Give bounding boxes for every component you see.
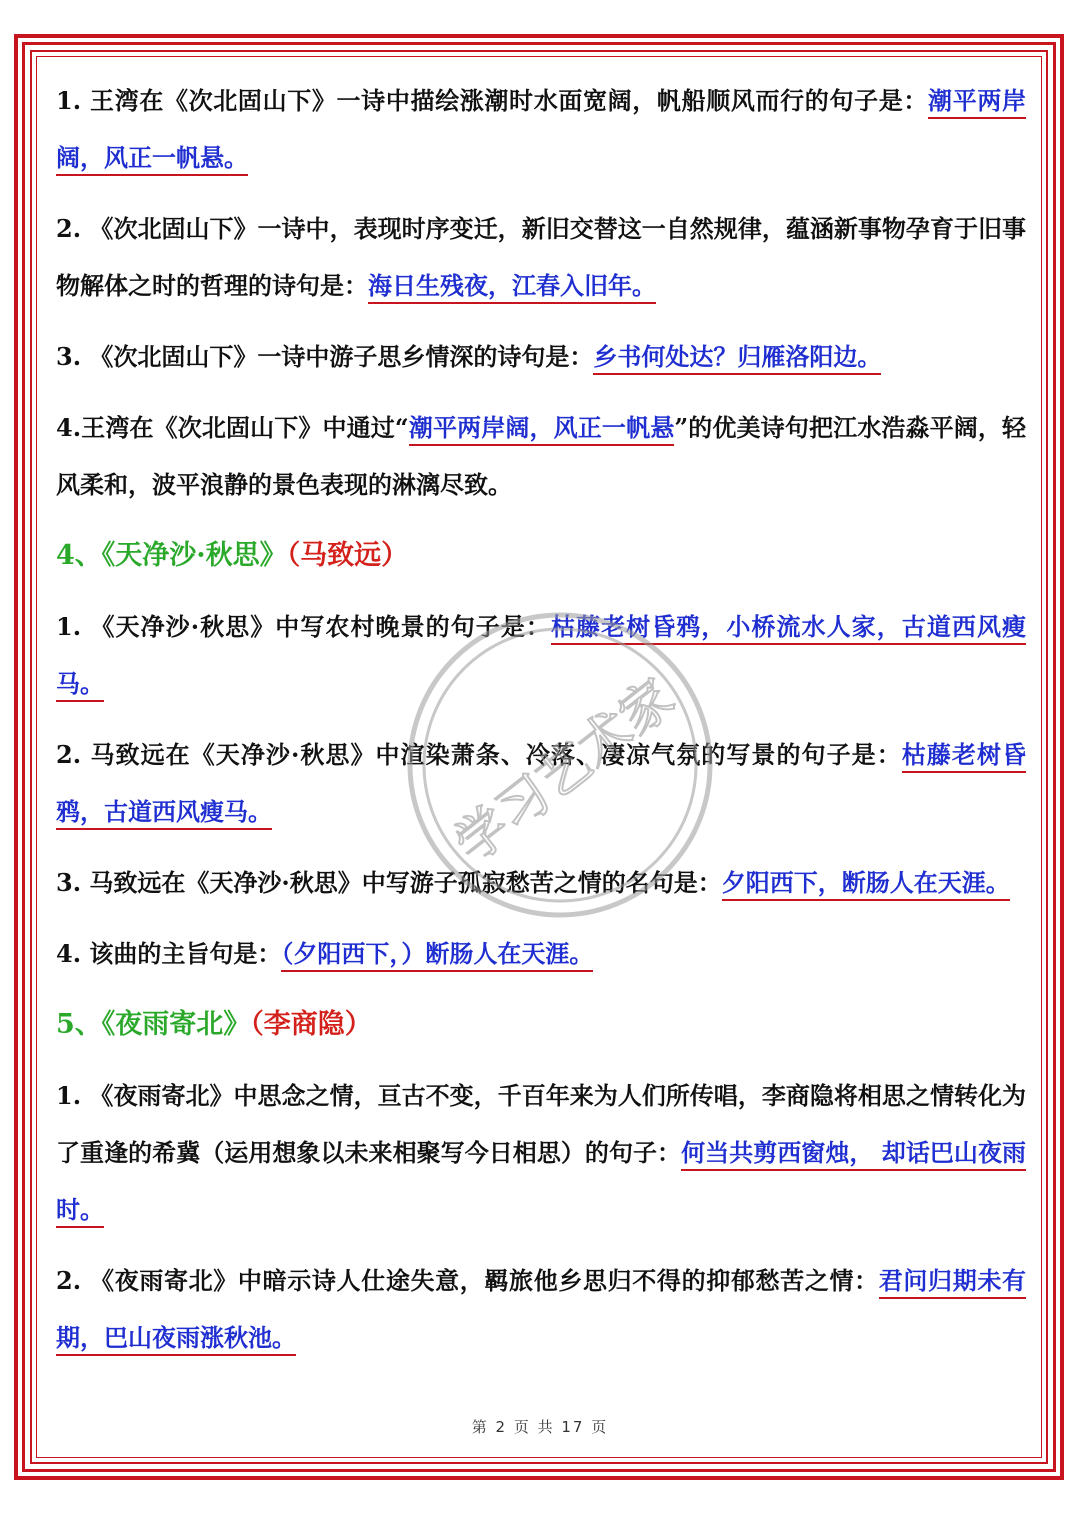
section-author: （马致远） [286,540,409,571]
question-text-tail: ”的优美诗句把江水浩淼平阔，轻风柔和，波平浪静的景色表现的淋漓尽致。 [56,413,1027,499]
question-text: 2. 马致远在《天净沙·秋思》中渲染萧条、冷落、凄凉气氛的写景的句子是： [56,740,902,769]
answer-text: 枯藤老树昏鸦，小桥流水人家，古道西风瘦马。 [56,612,1026,702]
answer-text: 潮平两岸阔，风正一帆悬 [409,413,675,446]
question-item [56,726,1026,840]
page-number: 第 2 页 共 17 页 [471,1418,609,1436]
answer-text: 潮平两岸阔，风正一帆悬。 [56,86,1026,176]
question-text: 4. 该曲的主旨句是： [56,939,282,968]
answer-text: 君问归期未有期，巴山夜雨涨秋池。 [56,1266,1026,1356]
watermark-text: 学习艺术家 [444,667,686,875]
section-author: （李商隐） [250,1009,372,1040]
section-title: 4、《天净沙·秋思》 [56,540,287,571]
answer-text: 夕阳西下，断肠人在天涯。 [722,868,1010,901]
answer-text: 海日生残夜，江春入旧年。 [368,271,656,304]
question-item [56,200,1026,314]
question-item [56,598,1026,712]
question-text: 2. 《次北固山下》一诗中，表现时序变迁，新旧交替这一自然规律，蕴涵新事物孕育于旧事物解体之时的哲理的诗句是： [56,214,1026,300]
question-item [56,1252,1026,1366]
question-text: 1. 《天净沙·秋思》中写农村晚景的句子是： [56,612,551,641]
question-item [56,328,1026,385]
question-item [56,854,1026,911]
section-heading-5 [56,996,1026,1053]
answer-text: 何当共剪西窗烛， 却话巴山夜雨时。 [56,1138,1026,1228]
answer-text: 枯藤老树昏鸦，古道西风瘦马。 [56,740,1026,830]
question-text: 1. 王湾在《次北固山下》一诗中描绘涨潮时水面宽阔，帆船顺风而行的句子是： [56,86,929,115]
question-item [56,1067,1026,1238]
question-text: 3. 《次北固山下》一诗中游子思乡情深的诗句是： [56,342,594,371]
question-item [56,72,1026,186]
question-text: 1. 《夜雨寄北》中思念之情，亘古不变，千百年来为人们所传唱，李商隐将相思之情转化为了重逢的希冀（运用想象以未来相聚写今日相思）的句子： [56,1081,1026,1167]
question-text: 4.王湾在《次北固山下》中通过“ [56,413,409,442]
answer-text: 乡书何处达？归雁洛阳边。 [593,342,881,375]
question-text: 3. 马致远在《天净沙·秋思》中写游子孤寂愁苦之情的名句是： [56,868,722,897]
question-text: 2. 《夜雨寄北》中暗示诗人仕途失意，羁旅他乡思归不得的抑郁愁苦之情： [56,1266,879,1295]
answer-text: （夕阳西下，）断肠人在天涯。 [281,939,593,972]
question-item [56,925,1026,982]
question-item [56,399,1026,513]
section-title: 5、《夜雨寄北》 [56,1009,251,1040]
document-body [56,72,1026,1380]
section-heading-4 [56,527,1026,584]
